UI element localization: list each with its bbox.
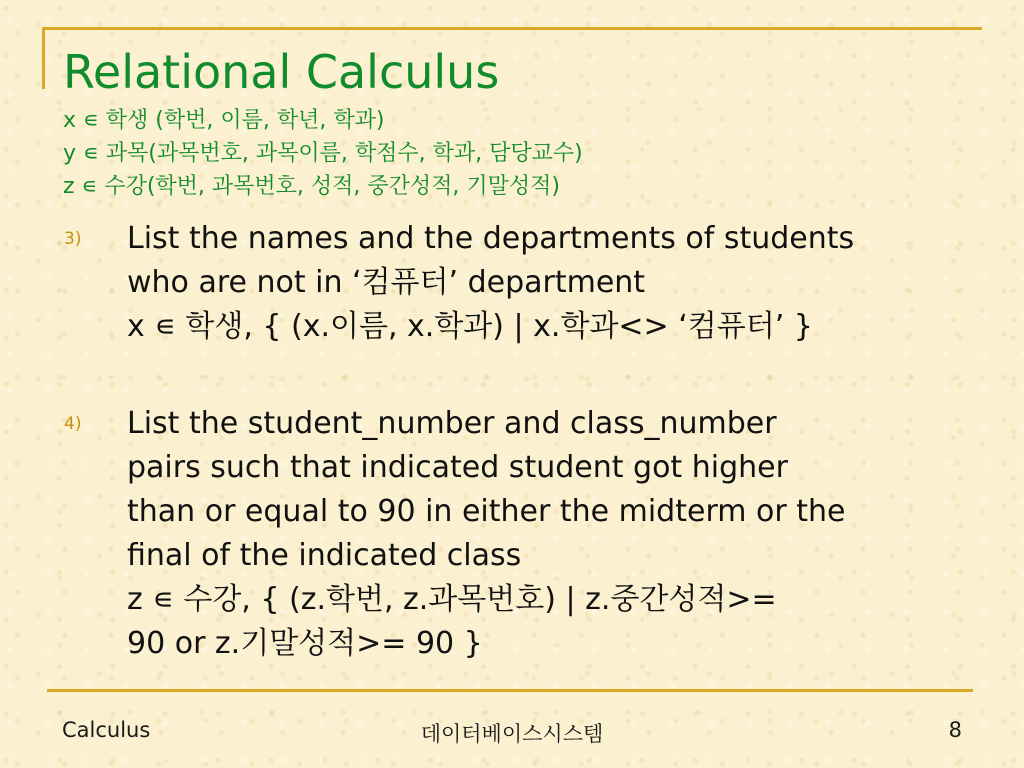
slide-title: Relational Calculus [63,45,500,99]
definition-y: y ∊ 과목(과목번호, 과목이름, 학점수, 학과, 담당교수) [63,141,583,166]
item-3-formula: x ∊ 학생, { (x.이름, x.학과) | x.학과<> ‘컴퓨터’ } [127,309,813,344]
footer-course-title: 데이터베이스시스템 [420,722,604,746]
title-frame-horizontal-rule [42,27,982,30]
item-4-formula-line-1: z ∊ 수강, { (z.학번, z.과목번호) | z.중간성적>= [127,582,777,617]
list-item-number-4: 4) [64,414,82,434]
list-item-number-3: 3) [64,229,82,249]
item-4-line-2: pairs such that indicated student got higher [127,450,788,485]
item-4-formula-line-2: 90 or z.기말성적>= 90 } [127,626,483,661]
slide-page-number: 8 [948,718,962,742]
list-item-4 [127,402,987,666]
item-4-line-4: final of the indicated class [127,538,522,573]
list-item-3 [127,217,987,349]
item-4-line-1: List the student_number and class_number [127,406,777,441]
title-frame-vertical-rule [42,27,45,89]
item-4-line-3: than or equal to 90 in either the midterm or the [127,494,846,529]
footer-topic: Calculus [62,718,151,742]
definition-z: z ∊ 수강(학번, 과목번호, 성적, 중간성적, 기말성적) [63,174,560,199]
item-3-line-1: List the names and the departments of students [127,221,855,256]
relation-definitions [63,104,583,203]
definition-x: x ∊ 학생 (학번, 이름, 학년, 학과) [63,108,385,133]
item-3-line-2: who are not in ‘컴퓨터’ department [127,265,646,300]
footer-rule [47,689,973,692]
